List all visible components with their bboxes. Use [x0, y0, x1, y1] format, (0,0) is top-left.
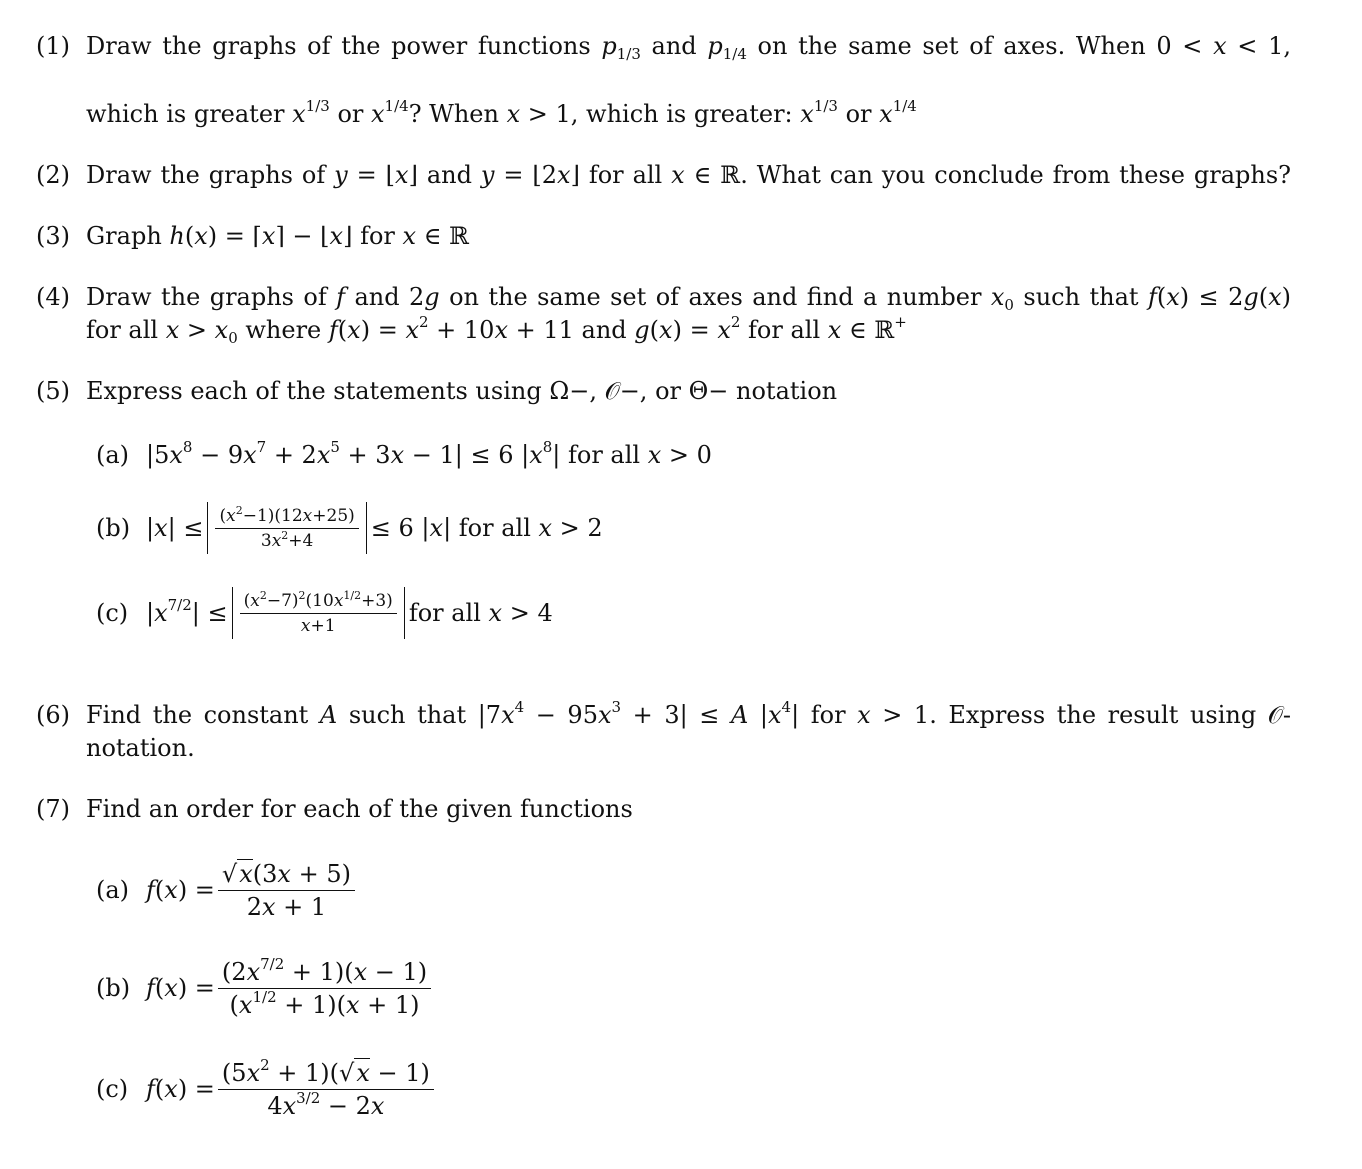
problem-1-line-1: Draw the graphs of the power functions $p_{1/3}$ and $p_{1/4}$ on the same set of axes. When 0 < x < 1, [86, 32, 1291, 63]
problem-5b-label: (b) [96, 514, 131, 542]
problem-7a-expression: f(x) = $\frac{√x(3x + 5)}{2x + 1}$ [146, 852, 358, 928]
problem-5-number: (5) [36, 377, 70, 405]
problem-5b-fraction: $\frac{(x^2-1)(12x+25)}{3x^2+4}$ [215, 506, 358, 551]
problem-4-number: (4) [36, 283, 70, 311]
problem-5b-expression: |x| ≤ $\frac{(x^2-1)(12x+25)}{3x^2+4}$ ≤ 6 |x| for all x > 2 [146, 500, 603, 556]
problem-7-number: (7) [36, 795, 70, 823]
problem-6-line-2: notation. [86, 734, 195, 762]
problem-6-line-1: Find the constant A such that $|7x^4 - 95x^3 + 3| \le A$ $|x^4|$ for x > 1. Express the result using 𝒪- [86, 698, 1292, 729]
problem-7c-label: (c) [96, 1075, 129, 1103]
problem-3-number: (3) [36, 222, 70, 250]
problem-5c-label: (c) [96, 599, 129, 627]
problem-7c-expression: f(x) = $\frac{(5x^2 + 1)(√x - 1)}{4x^{3/2} - 2x}$ [146, 1051, 437, 1127]
problem-5a-expression: $|5x^8 - 9x^7 + 2x^5 + 3x - 1| \le 6$ $|x^8|$ for all x > 0 [146, 438, 712, 469]
problem-4-line-2: for all $x > x_0$ where $f(x) = x^2 + 10x + 11$ and $g(x) = x^2$ for all x ∈ ℝ+ [86, 313, 907, 347]
problem-1-line-2: which is greater $x^{1/3}$ or $x^{1/4}$? When x > 1, which is greater: $x^{1/3}$ or $x^{1/4}$ [86, 97, 917, 128]
problem-5-line-1: Express each of the statements using Ω−, 𝒪−, or Θ− notation [86, 377, 838, 405]
problem-7-line-1: Find an order for each of the given functions [86, 795, 633, 823]
problem-2-number: (2) [36, 161, 70, 189]
problem-1-number: (1) [36, 32, 70, 60]
problem-5a-label: (a) [96, 441, 130, 469]
problem-4-line-1: Draw the graphs of f and 2g on the same set of axes and find a number $x_0$ such that f(x) ≤ 2g(x) [86, 283, 1292, 314]
problem-7b-label: (b) [96, 974, 131, 1002]
problem-7b-expression: f(x) = $\frac{(2x^{7/2} + 1)(x - 1)}{(x^{1/2} + 1)(x + 1)}$ [146, 950, 434, 1026]
problem-7a-fraction: $\frac{√x(3x + 5)}{2x + 1}$ [218, 860, 355, 921]
problem-3-line-1: Graph h(x) = ⌈x⌉ − ⌊x⌋ for x ∈ ℝ [86, 222, 470, 250]
problem-6-number: (6) [36, 701, 70, 729]
problem-2-line-1: Draw the graphs of y = ⌊x⌋ and y = ⌊2x⌋ for all x ∈ ℝ. What can you conclude from these graphs? [86, 161, 1292, 189]
problem-5c-expression: $|x^{7/2}|$ ≤ $\frac{(x^2-7)^2(10x^{1/2}+3)}{x+1}$ for all x > 4 [146, 585, 553, 641]
problem-5c-fraction: $\frac{(x^2-7)^2(10x^{1/2}+3)}{x+1}$ [240, 591, 397, 636]
problem-7b-fraction: $\frac{(2x^{7/2} + 1)(x - 1)}{(x^{1/2} + 1)(x + 1)}$ [218, 958, 431, 1019]
problem-7c-fraction: $\frac{(5x^2 + 1)(√x - 1)}{4x^{3/2} - 2x}$ [218, 1059, 434, 1120]
problem-7a-label: (a) [96, 876, 130, 904]
